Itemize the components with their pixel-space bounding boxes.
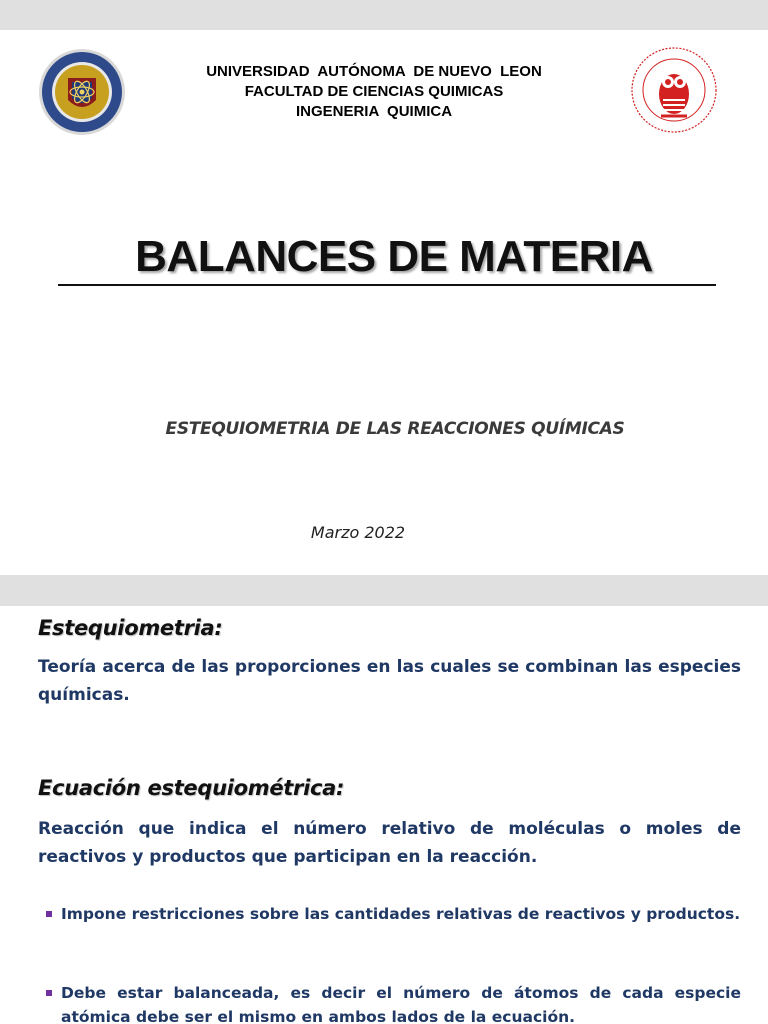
program-name: INGENERIA QUIMICA	[295, 103, 453, 120]
heading-ecuacion: Ecuación estequiométrica:	[38, 776, 345, 800]
title-divider	[58, 284, 716, 286]
presentation-date: Marzo 2022	[310, 523, 406, 542]
presentation-title: BALANCES DE MATERIA	[135, 232, 653, 281]
faculty-owl-seal-icon	[628, 44, 720, 136]
bullet-text: Impone restricciones sobre las cantidades relativas de reactivos y productos.	[61, 905, 741, 923]
university-seal-icon	[38, 48, 126, 136]
definition-estequiometria: Teoría acerca de las proporciones en las cuales se combinan las especies químicas.	[38, 657, 741, 705]
square-bullet-icon	[46, 990, 52, 996]
university-name: UNIVERSIDAD AUTÓNOMA DE NUEVO LEON	[206, 63, 542, 80]
slide-title	[0, 30, 768, 575]
bullet-item	[46, 902, 741, 926]
presentation-subtitle: ESTEQUIOMETRIA DE LAS REACCIONES QUÍMICAS	[165, 419, 625, 439]
heading-estequiometria: Estequiometria:	[38, 616, 223, 640]
bullet-text: Debe estar balanceada, es decir el número de átomos de cada especie atómica debe ser el mismo en ambos lados de la ecuación.	[61, 984, 741, 1024]
slide-content	[0, 606, 768, 1024]
definition-ecuacion: Reacción que indica el número relativo de moléculas o moles de reactivos y productos que participan en la reacción.	[38, 819, 741, 867]
faculty-name: FACULTAD DE CIENCIAS QUIMICAS	[244, 83, 504, 100]
square-bullet-icon	[46, 911, 52, 917]
institution-header	[140, 62, 608, 122]
bullet-item	[46, 981, 741, 1024]
